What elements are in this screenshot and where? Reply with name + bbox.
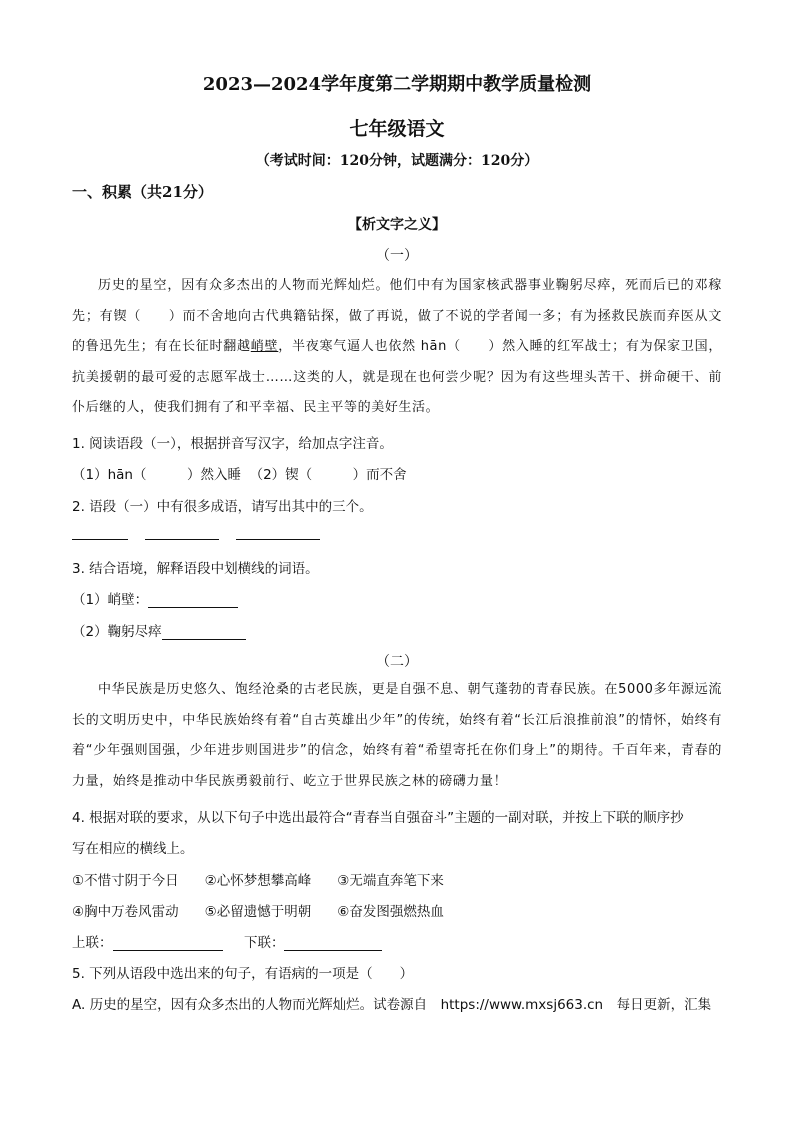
question-4-line2: 写在相应的横线上。 — [72, 841, 194, 857]
answer-line-3[interactable] — [236, 525, 320, 540]
question-1: 1. 阅读语段（一），根据拼音写汉字，给加点字注音。 — [72, 436, 393, 452]
exam-info: （考试时间：120分钟，试题满分：120分） — [255, 153, 539, 169]
q4-option-2: ②心怀梦想攀高峰 — [204, 873, 312, 889]
answer-line-1[interactable] — [72, 525, 128, 540]
q3-answer-line-b[interactable] — [162, 625, 246, 640]
q1-item-b: （2）锲（ ）而不舍 — [249, 467, 407, 483]
q4-option-3: ③无端直奔笔下来 — [337, 873, 444, 889]
q3-answer-line-a[interactable] — [148, 593, 238, 608]
q3-item-b — [72, 620, 246, 640]
q4-options-row1 — [72, 869, 470, 889]
question-1-items — [72, 463, 407, 483]
q4-option-6: ⑥奋发图强燃热血 — [337, 904, 444, 920]
q3-item-a-label: （1）峭壁： — [72, 592, 149, 608]
underlined-word-qiaobi: 峭壁 — [250, 339, 279, 354]
question-2: 2. 语段（一）中有很多成语，请写出其中的三个。 — [72, 499, 373, 515]
q4-upper-line[interactable] — [113, 936, 223, 951]
q4-lower-line[interactable] — [284, 936, 382, 951]
q1-item-a: （1）hān（ ）然入睡 — [72, 467, 241, 483]
q4-option-5: ⑤必留遗憾于明朝 — [204, 904, 312, 920]
question-5: 5. 下列从语段中选出来的句子，有语病的一项是（ ） — [72, 966, 414, 982]
passage1-label: （一） — [376, 248, 418, 264]
passage1-part-a: 历史的星空，因有众多杰出的人物而光辉灿烂。他们中有为国家核武器事业鞠躬尽瘁，死而后已的邓稼先；有锲（ ）而不舍地向古代典籍钻探，做了再说，做了不说的学者闻一多；有为拯救民族而弃医从文的鲁迅先生；有在长征时翻越 — [72, 278, 722, 354]
q3-item-a — [72, 588, 238, 608]
question-4-line1: 4. 根据对联的要求，从以下句子中选出最符合“青春当自强奋斗”主题的一副对联，并按上下联的顺序抄 — [72, 810, 684, 826]
q4-lower-label: 下联： — [243, 935, 285, 951]
q2-answer-lines — [72, 524, 320, 540]
answer-line-2[interactable] — [145, 525, 219, 540]
passage2-text: 中华民族是历史悠久、饱经沧桑的古老民族，更是自强不息、朝气蓬勃的青春民族。在5000多年源远流长的文明历史中，中华民族始终有着“自古英雄出少年”的传统，始终有着“长江后浪推前浪”的情怀，始终有着“少年强则国强，少年进步则国进步”的信念，始终有着“希望寄托在你们身上”的期待。千百年来，青春的力量，始终是推动中华民族勇毅前行、屹立于世界民族之林的磅礴力量！ — [72, 682, 722, 789]
q5-option-a: A. 历史的星空，因有众多杰出的人物而光辉灿烂。试卷源自 https://www.mxsj663.cn 每日更新，汇集 — [72, 997, 712, 1013]
q3-item-b-label: （2）鞠躬尽瘁 — [72, 624, 162, 640]
part-title: 【析文字之义】 — [348, 217, 446, 233]
q4-answer-row — [72, 931, 382, 951]
section-title: 一、积累（共21分） — [72, 183, 213, 201]
question-3: 3. 结合语境，解释语段中划横线的词语。 — [72, 561, 319, 577]
q4-options-row2 — [72, 900, 470, 920]
q4-option-1: ①不惜寸阴于今日 — [72, 873, 179, 889]
passage1-part-c: ，半夜寒气逼人也依然 hān（ ）然入睡的红军战士；有为保家卫国，抗美援朝的最可爱的志愿军战士……这类的人，就是现在也何尝少呢？因为有这些埋头苦干、拼命硬干、前仆后继的人，使我们拥有了和平幸福、民主平等的美好生活。 — [72, 339, 722, 415]
passage2-label: （二） — [376, 654, 418, 670]
q4-upper-label: 上联： — [72, 935, 113, 951]
q4-option-4: ④胸中万卷风雷动 — [72, 904, 179, 920]
exam-title: 2023—2024学年度第二学期期中教学质量检测 — [202, 74, 592, 95]
passage1-text — [72, 271, 722, 424]
exam-subtitle: 七年级语文 — [349, 118, 445, 140]
